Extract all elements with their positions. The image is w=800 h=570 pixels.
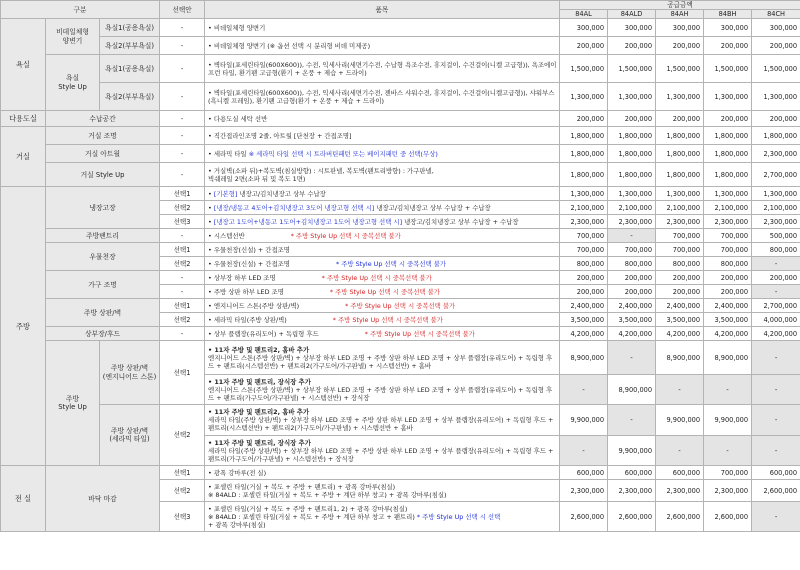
- item-text: • 포셀린 타일(거실 + 복도 + 주방 + 팬트리1, 2) + 광폭 강마루(침실) ※ 84ALD : 포셀린 타일(거실 + 복도 + 주방 + 계단 하부 창고 + 팬트리): [208, 504, 415, 521]
- option-cell: 선택1: [160, 187, 205, 201]
- item-text: •: [208, 203, 214, 212]
- price-cell: 8,900,000: [656, 341, 704, 375]
- price-cell: 1,800,000: [752, 127, 800, 145]
- subcategory: 냉장고장: [46, 187, 160, 229]
- price-cell: 3,500,000: [656, 313, 704, 327]
- price-cell: 300,000: [656, 19, 704, 37]
- price-cell: 4,200,000: [704, 327, 752, 341]
- option-cell: -: [160, 127, 205, 145]
- price-cell: 1,500,000: [560, 55, 608, 83]
- price-cell: 4,200,000: [752, 327, 800, 341]
- item-cell: [205, 163, 560, 187]
- option-cell: 선택2: [160, 257, 205, 271]
- price-cell: 3,500,000: [704, 313, 752, 327]
- price-cell: 3,500,000: [560, 313, 608, 327]
- item-text: [냉장/냉동고 4도어+김치냉장고 3도어 냉장고형 선택 시]: [213, 203, 375, 212]
- price-cell: 700,000: [608, 243, 656, 257]
- option-cell: 선택2: [160, 201, 205, 215]
- header-type: 84AH: [656, 10, 704, 19]
- item-text: • 포셀린 타일(거실 + 복도 + 주방 + 팬트리) + 광폭 강마루(침실) ※ 84ALD : 포셀린 타일(거실 + 복도 + 주방 + 계단 하부 창고) + 광폭 강마루(침실): [208, 482, 447, 499]
- item-note: * 주방 Style Up 선택 시 중복선택 불가: [364, 329, 475, 338]
- price-cell: 1,300,000: [560, 83, 608, 111]
- price-cell: 200,000: [656, 111, 704, 127]
- item-cell: [205, 257, 560, 271]
- price-cell: 600,000: [608, 466, 656, 480]
- price-cell: 3,500,000: [608, 313, 656, 327]
- price-cell: 300,000: [704, 19, 752, 37]
- item-text: • 주방 상판 하부 LED 조명: [208, 287, 284, 296]
- subcategory: 주방팬트리: [46, 229, 160, 243]
- price-cell: 2,300,000: [704, 215, 752, 229]
- price-cell: 1,300,000: [608, 83, 656, 111]
- option-cell: -: [160, 327, 205, 341]
- item-text: 세라믹 타일(주방 상판/벽) + 상부장 하부 LED 조명 + 주방 상판 하부 LED 조명 + 상부 플랩장(유리도어) + 독립형 후드 + 팬트리(시스템선반) + 팬트리2(가구도어/가구판넬) + 시스템선반 + 홈바: [208, 416, 554, 433]
- option-cell: 선택1: [160, 341, 205, 405]
- subcategory: 욕실2(부부욕실): [100, 37, 160, 55]
- item-text: • 세라믹 타일: [208, 149, 249, 158]
- price-cell: 200,000: [704, 111, 752, 127]
- item-cell: [205, 436, 560, 466]
- price-cell: 200,000: [656, 37, 704, 55]
- item-text: • 세라믹 타일(주방 상판/벽): [208, 315, 287, 324]
- item-text: • 비데일체형 양변기: [208, 23, 266, 32]
- option-cell: -: [160, 55, 205, 83]
- price-cell: 2,100,000: [704, 201, 752, 215]
- price-cell: 2,600,000: [560, 502, 608, 532]
- item-cell: [205, 145, 560, 163]
- header-type: 84BH: [704, 10, 752, 19]
- price-cell: 2,100,000: [560, 201, 608, 215]
- price-cell: 600,000: [752, 466, 800, 480]
- item-text: • 상부장 하부 LED 조명: [208, 273, 276, 282]
- price-cell: 1,800,000: [704, 127, 752, 145]
- item-text: • 직간접라인조명 2줄, 아트월 [단천장 + 간접조명]: [208, 131, 352, 140]
- item-cell: [205, 37, 560, 55]
- price-cell: 800,000: [752, 243, 800, 257]
- item-text: [냉장고 1도어+냉동고 1도어+김치냉장고 1도어 냉장고형 선택 시]: [213, 217, 403, 226]
- header-type: 84ALD: [608, 10, 656, 19]
- price-cell: -: [752, 285, 800, 299]
- option-cell: -: [160, 271, 205, 285]
- price-cell: 9,900,000: [560, 405, 608, 436]
- price-cell: 200,000: [560, 271, 608, 285]
- price-cell: 1,500,000: [608, 55, 656, 83]
- price-cell: 1,800,000: [608, 163, 656, 187]
- item-text: • 11자 주방 및 팬트리2, 홈바 추가: [208, 345, 310, 354]
- price-cell: 1,800,000: [656, 127, 704, 145]
- price-cell: 1,500,000: [752, 55, 800, 83]
- item-cell: [205, 187, 560, 201]
- price-cell: 8,900,000: [608, 375, 656, 405]
- item-cell: [205, 55, 560, 83]
- price-cell: 700,000: [560, 243, 608, 257]
- subcategory: 바닥 마감: [46, 466, 160, 532]
- price-cell: 2,300,000: [752, 145, 800, 163]
- price-cell: 500,000: [752, 229, 800, 243]
- item-text: • 우물천장(신설) + 간접조명: [208, 245, 290, 254]
- price-cell: 2,300,000: [560, 215, 608, 229]
- price-cell: -: [704, 436, 752, 466]
- item-text: + 광폭 강마루(침실): [208, 520, 266, 529]
- option-cell: -: [160, 229, 205, 243]
- price-cell: 1,300,000: [656, 187, 704, 201]
- item-note: * 주방 Style Up 선택 시 중복선택 불가: [321, 273, 432, 282]
- item-cell: [205, 480, 560, 502]
- subcategory: 주방 상판/벽 (세라믹 타일): [100, 405, 160, 466]
- item-text: ※ 세라믹 타일 선택 시 트라버틴패턴 또는 베이지패턴 중 선택(무상): [248, 149, 438, 158]
- price-cell: 200,000: [608, 285, 656, 299]
- price-cell: 1,300,000: [752, 187, 800, 201]
- price-cell: 9,900,000: [656, 405, 704, 436]
- header-type: 84CH: [752, 10, 800, 19]
- price-cell: 9,900,000: [608, 436, 656, 466]
- subcategory: 상부장/후드: [46, 327, 160, 341]
- item-text: • 시스템선반: [208, 231, 245, 240]
- price-cell: -: [560, 375, 608, 405]
- price-cell: 800,000: [608, 257, 656, 271]
- item-text: 엔지니어드 스톤(주방 상판/벽) + 상부장 하부 LED 조명 + 주방 상판 하부 LED 조명 + 상부 플랩장(유리도어) + 독립형 후드 + 팬트리(시스템선반) + 팬트리2(가구도어/가구판넬) + 시스템선반) + 홈바: [208, 353, 553, 370]
- price-cell: 200,000: [608, 271, 656, 285]
- price-cell: 700,000: [656, 243, 704, 257]
- price-cell: 9,900,000: [704, 405, 752, 436]
- item-cell: [205, 327, 560, 341]
- price-cell: -: [608, 405, 656, 436]
- subcategory: 거실 조명: [46, 127, 160, 145]
- price-cell: 4,200,000: [656, 327, 704, 341]
- price-cell: 800,000: [704, 257, 752, 271]
- item-cell: [205, 271, 560, 285]
- price-cell: 2,700,000: [752, 163, 800, 187]
- subcategory: 비데일체형 양변기: [46, 19, 100, 55]
- item-cell: [205, 127, 560, 145]
- item-text: 세라믹 타일(주방 상판/벽) + 상부장 하부 LED 조명 + 주방 상판 하부 LED 조명 + 상부 플랩장(유리도어) + 독립형 후드 + 팬트리(가구도어/가구판넬) + 시스템선반) + 장식장: [208, 446, 554, 463]
- price-cell: 4,000,000: [752, 313, 800, 327]
- price-cell: 200,000: [752, 271, 800, 285]
- price-cell: 2,400,000: [608, 299, 656, 313]
- price-cell: 2,100,000: [752, 201, 800, 215]
- option-cell: 선택1: [160, 466, 205, 480]
- item-note: * 주방 Style Up 선택 시 중복선택 불가: [335, 259, 447, 268]
- item-note: * 주방 Style Up 선택 시 중복선택 불가: [332, 315, 443, 324]
- item-text: • 11자 주방 및 팬트리2, 홈바 추가: [208, 408, 310, 417]
- item-text: • 광폭 강마루(전 실): [208, 468, 267, 477]
- subcategory: 욕실1(공용욕실): [100, 55, 160, 83]
- header-option: 선택안: [160, 1, 205, 19]
- item-text: •: [208, 189, 214, 198]
- price-cell: 200,000: [656, 271, 704, 285]
- price-cell: 1,500,000: [656, 55, 704, 83]
- price-cell: 2,600,000: [752, 480, 800, 502]
- option-cell: 선택2: [160, 480, 205, 502]
- item-text: • 비데일체형 양변기 (※ 옵션 선택 시 분리형 비데 미제공): [208, 41, 371, 50]
- item-cell: [205, 229, 560, 243]
- price-cell: 600,000: [560, 466, 608, 480]
- price-cell: 2,400,000: [560, 299, 608, 313]
- price-cell: 4,200,000: [560, 327, 608, 341]
- item-cell: [205, 285, 560, 299]
- subcategory: 거실 Style Up: [46, 163, 160, 187]
- price-cell: 1,300,000: [752, 83, 800, 111]
- option-cell: -: [160, 111, 205, 127]
- price-cell: 2,100,000: [656, 201, 704, 215]
- item-text: [기본형]: [213, 189, 238, 198]
- option-cell: -: [160, 145, 205, 163]
- category-bathroom: 욕실: [1, 19, 46, 111]
- item-cell: [205, 111, 560, 127]
- item-text: • 상부 플랩장(유리도어) + 독립형 후드: [208, 329, 319, 338]
- price-cell: 2,100,000: [608, 201, 656, 215]
- item-text: 엔지니어드 스톤(주방 상판/벽) + 상부장 하부 LED 조명 + 주방 상판 하부 LED 조명 + 상부 플랩장(유리도어) + 독립형 후드 + 팬트리(가구도어/가구판넬) + 시스템선반) + 장식장: [208, 385, 553, 402]
- price-cell: 700,000: [656, 229, 704, 243]
- price-cell: 300,000: [752, 19, 800, 37]
- category-kitchen: 주방: [1, 187, 46, 466]
- price-cell: 1,800,000: [560, 163, 608, 187]
- item-text: • 벽타일(포세린타일(600X600)), 수전, 익세사리(세면기수전, 수납형 욕조수전, 휴지걸이, 수건걸이(니켈 고급형)), 욕조에이프런 타일, 환기팬 고급형(환기 + 온풍 + 제습 + 드라이): [208, 60, 557, 77]
- price-cell: 4,200,000: [608, 327, 656, 341]
- subcategory: 거실 아트월: [46, 145, 160, 163]
- price-cell: 200,000: [560, 111, 608, 127]
- price-cell: 1,300,000: [704, 83, 752, 111]
- price-cell: 2,400,000: [656, 299, 704, 313]
- price-cell: 600,000: [656, 466, 704, 480]
- price-cell: 300,000: [560, 19, 608, 37]
- price-cell: -: [752, 341, 800, 375]
- item-note: * 주방 Style Up 선택 시 중복선택 불가: [345, 301, 456, 310]
- price-cell: 200,000: [704, 285, 752, 299]
- price-cell: 200,000: [704, 37, 752, 55]
- price-cell: 1,300,000: [656, 83, 704, 111]
- item-cell: [205, 19, 560, 37]
- price-cell: 1,300,000: [608, 187, 656, 201]
- subcategory: 주방 Style Up: [46, 341, 100, 466]
- price-cell: -: [704, 375, 752, 405]
- category-all-rooms: 전 실: [1, 466, 46, 532]
- subcategory: 우물천장: [46, 243, 160, 271]
- price-cell: 200,000: [608, 37, 656, 55]
- option-cell: -: [160, 83, 205, 111]
- price-cell: 1,800,000: [656, 145, 704, 163]
- price-cell: 200,000: [560, 285, 608, 299]
- price-cell: 2,300,000: [608, 215, 656, 229]
- price-cell: 200,000: [752, 37, 800, 55]
- price-cell: 2,600,000: [704, 502, 752, 532]
- price-cell: 1,800,000: [704, 145, 752, 163]
- item-cell: [205, 299, 560, 313]
- item-cell: [205, 341, 560, 375]
- price-cell: 700,000: [704, 229, 752, 243]
- item-note: * 주방 Style Up 선택 시 중복선택 불가: [329, 287, 440, 296]
- subcategory: 주방 상판/벽: [46, 299, 160, 327]
- price-cell: 2,300,000: [656, 215, 704, 229]
- item-cell: [205, 243, 560, 257]
- header-item: 품목: [205, 1, 560, 19]
- item-cell: [205, 466, 560, 480]
- option-cell: 선택1: [160, 243, 205, 257]
- price-cell: -: [752, 405, 800, 436]
- price-cell: 2,300,000: [608, 480, 656, 502]
- option-cell: -: [160, 19, 205, 37]
- price-cell: 1,300,000: [704, 187, 752, 201]
- price-cell: -: [608, 341, 656, 375]
- option-cell: -: [160, 37, 205, 55]
- item-text: * 주방 Style Up 선택 시 선택: [416, 512, 501, 521]
- option-cell: 선택2: [160, 313, 205, 327]
- price-cell: 800,000: [560, 257, 608, 271]
- item-cell: [205, 313, 560, 327]
- price-cell: -: [752, 436, 800, 466]
- price-cell: 1,800,000: [560, 127, 608, 145]
- item-cell: [205, 83, 560, 111]
- item-cell: [205, 502, 560, 532]
- subcategory: 욕실1(공용욕실): [100, 19, 160, 37]
- price-cell: 2,600,000: [656, 502, 704, 532]
- price-cell: -: [608, 229, 656, 243]
- price-cell: 800,000: [656, 257, 704, 271]
- option-cell: 선택2: [160, 405, 205, 466]
- category-living: 거실: [1, 127, 46, 187]
- price-cell: 8,900,000: [560, 341, 608, 375]
- price-cell: -: [656, 375, 704, 405]
- item-text: • 11자 주방 및 팬트리, 장식장 추가: [208, 438, 311, 447]
- subcategory: 수납공간: [46, 111, 160, 127]
- price-cell: 2,300,000: [704, 480, 752, 502]
- price-cell: -: [752, 375, 800, 405]
- item-text: • 거실벽(소파 뒤)+복도벽(침실방향) : 시트판넬, 복도벽(팬트리방향) : 가구판넬, 빅쉐레일 2면(소파 뒤 및 복도 1면): [208, 166, 434, 183]
- price-cell: 700,000: [704, 243, 752, 257]
- item-note: * 주방 Style Up 선택 시 중복선택 불가: [290, 231, 401, 240]
- subcategory: 가구 조명: [46, 271, 160, 299]
- item-text: • 우물천장(신설) + 간접조명: [208, 259, 290, 268]
- price-cell: 200,000: [608, 111, 656, 127]
- price-cell: -: [752, 502, 800, 532]
- item-cell: [205, 201, 560, 215]
- item-text: 냉장고/김치냉장고 상부 수납장 + 수납장: [374, 203, 491, 212]
- option-cell: 선택3: [160, 215, 205, 229]
- item-text: • 벽타일(포세린타일(600X600)), 수전, 익세사리(세면기수전, 젠바스 샤워수전, 휴지걸이, 수건걸이(니켈고급형)), 샤워부스(흑니켈 프레임), 환기팬 고급형(환기 + 온풍 + 제습 + 드라이): [208, 88, 555, 105]
- price-cell: 2,600,000: [608, 502, 656, 532]
- option-cell: -: [160, 163, 205, 187]
- price-cell: 2,400,000: [704, 299, 752, 313]
- price-cell: 2,300,000: [560, 480, 608, 502]
- item-cell: [205, 405, 560, 436]
- item-text: • 다용도실 세탁 선반: [208, 114, 268, 123]
- item-text: 냉장고/김치냉장고 상부 수납장 + 수납장: [402, 217, 519, 226]
- price-cell: 2,700,000: [752, 299, 800, 313]
- option-cell: 선택1: [160, 299, 205, 313]
- price-cell: 1,800,000: [608, 127, 656, 145]
- price-cell: 1,800,000: [608, 145, 656, 163]
- price-cell: -: [560, 436, 608, 466]
- price-cell: 1,800,000: [656, 163, 704, 187]
- item-text: •: [208, 217, 214, 226]
- price-cell: 1,800,000: [560, 145, 608, 163]
- price-cell: 2,300,000: [656, 480, 704, 502]
- option-cell: -: [160, 285, 205, 299]
- price-cell: 200,000: [704, 271, 752, 285]
- price-cell: -: [656, 436, 704, 466]
- item-text: 냉장고/김치냉장고 상부 수납장: [237, 189, 326, 198]
- price-cell: 200,000: [752, 111, 800, 127]
- item-text: • 엔지니어드 스톤(주방 상판/벽): [208, 301, 300, 310]
- price-cell: 200,000: [560, 37, 608, 55]
- subcategory: 욕실2(부부욕실): [100, 83, 160, 111]
- item-cell: [205, 375, 560, 405]
- item-text: • 11자 주방 및 팬트리, 장식장 추가: [208, 377, 311, 386]
- price-cell: 1,500,000: [704, 55, 752, 83]
- subcategory: 욕실 Style Up: [46, 55, 100, 111]
- subcategory: 주방 상판/벽 (엔지니어드 스톤): [100, 341, 160, 405]
- price-cell: 1,800,000: [704, 163, 752, 187]
- price-cell: 700,000: [560, 229, 608, 243]
- category-utility: 다용도실: [1, 111, 46, 127]
- header-price: 공급금액: [560, 1, 800, 10]
- price-cell: 300,000: [608, 19, 656, 37]
- option-cell: 선택3: [160, 502, 205, 532]
- price-cell: 700,000: [704, 466, 752, 480]
- header-category: 구분: [1, 1, 160, 19]
- price-cell: 1,300,000: [560, 187, 608, 201]
- price-cell: 2,300,000: [752, 215, 800, 229]
- item-cell: [205, 215, 560, 229]
- price-cell: 8,900,000: [704, 341, 752, 375]
- price-cell: -: [752, 257, 800, 271]
- price-cell: 200,000: [656, 285, 704, 299]
- header-type: 84AL: [560, 10, 608, 19]
